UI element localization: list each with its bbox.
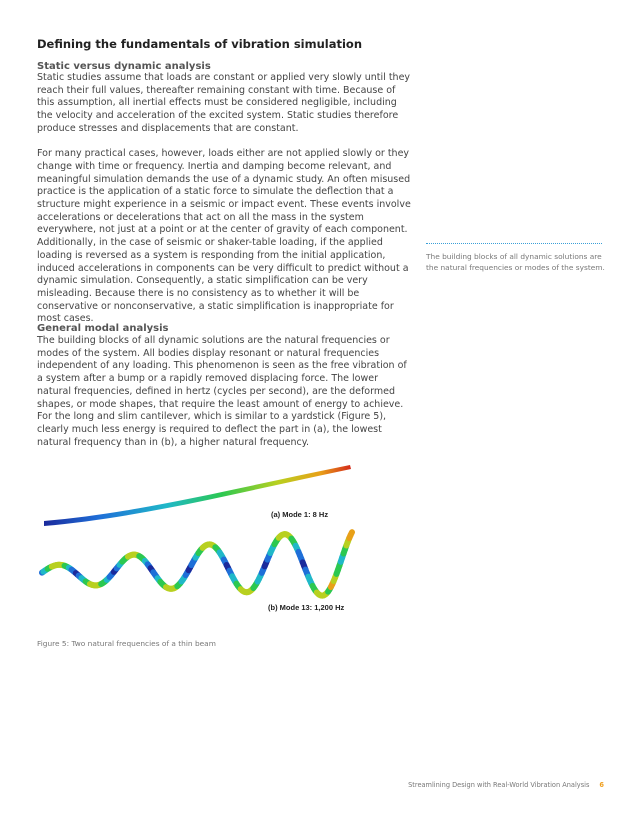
beam-segment — [351, 532, 352, 535]
page-title: Defining the fundamentals of vibration simulation — [37, 37, 363, 51]
figure-caption: Figure 5: Two natural frequencies of a thin beam — [37, 639, 216, 648]
section-heading-modal-analysis: General modal analysis — [37, 323, 169, 334]
page-number: 6 — [599, 781, 604, 789]
sidebar-pull-quote: The building blocks of all dynamic solutions are the natural frequencies or modes of the system. — [426, 252, 605, 272]
modal-analysis-body — [37, 335, 412, 449]
page-footer — [408, 781, 604, 789]
mode-13-beam — [42, 532, 352, 595]
paragraph: The building blocks of all dynamic solutions are the natural frequencies or modes of the system. All bodies display resonant or natural frequencies independent of any loading. This phenomenon is seen as the free vibration of a system after a bump or a rapidly removed displacing force. The lower natural frequencies, defined in hertz (cycles per second), are the deformed shapes, or mode shapes, that require the least amount of energy to achieve. For the long and slim cantilever, which is similar to a yardstick (Figure 5), clearly much less energy is required to deflect the part in (a), the lowest natural frequency than in (b), a higher natural frequency. — [37, 335, 407, 448]
footer-title: Streamlining Design with Real-World Vibration Analysis — [408, 781, 590, 789]
section-heading-static-vs-dynamic: Static versus dynamic analysis — [37, 61, 211, 72]
figure-beam-modes — [30, 455, 360, 630]
mode-13-label: (b) Mode 13: 1,200 Hz — [268, 603, 345, 612]
paragraph: For many practical cases, however, loads either are not applied slowly or they change with time or frequency. Inertia and damping become relevant, and meaningful simulation demands the use of a dynamic study. An often misused practice is the application of a static force to simulate the deflection that a structure might experience in a seismic or impact event. These events involve accelerations or decelerations that act on all the mass in the system everywhere, not just at a point or at the center of gravity of each component. Additionally, in the case of seismic or shaker-table loading, if the applied loading is reversed as a system is responding from the initial application, induced accelerations in components can be very difficult to predict without a dynamic simulation. Consequently, a static simplification can be very misleading. Because there is no consistency as to whether it will be conservative or nonconservative, a static simplification is inappropriate for most cases. — [37, 148, 411, 325]
sidebar-divider — [426, 243, 602, 244]
mode-1-label: (a) Mode 1: 8 Hz — [271, 510, 329, 519]
paragraph: Static studies assume that loads are constant or applied very slowly until they reach their full values, thereafter remaining constant with time. Because of this assumption, all inertial effects must be considered negligible, including the velocity and acceleration of the excited system. Static studies therefore produce stresses and displacements that are constant. — [37, 72, 411, 134]
static-vs-dynamic-body — [37, 72, 412, 326]
